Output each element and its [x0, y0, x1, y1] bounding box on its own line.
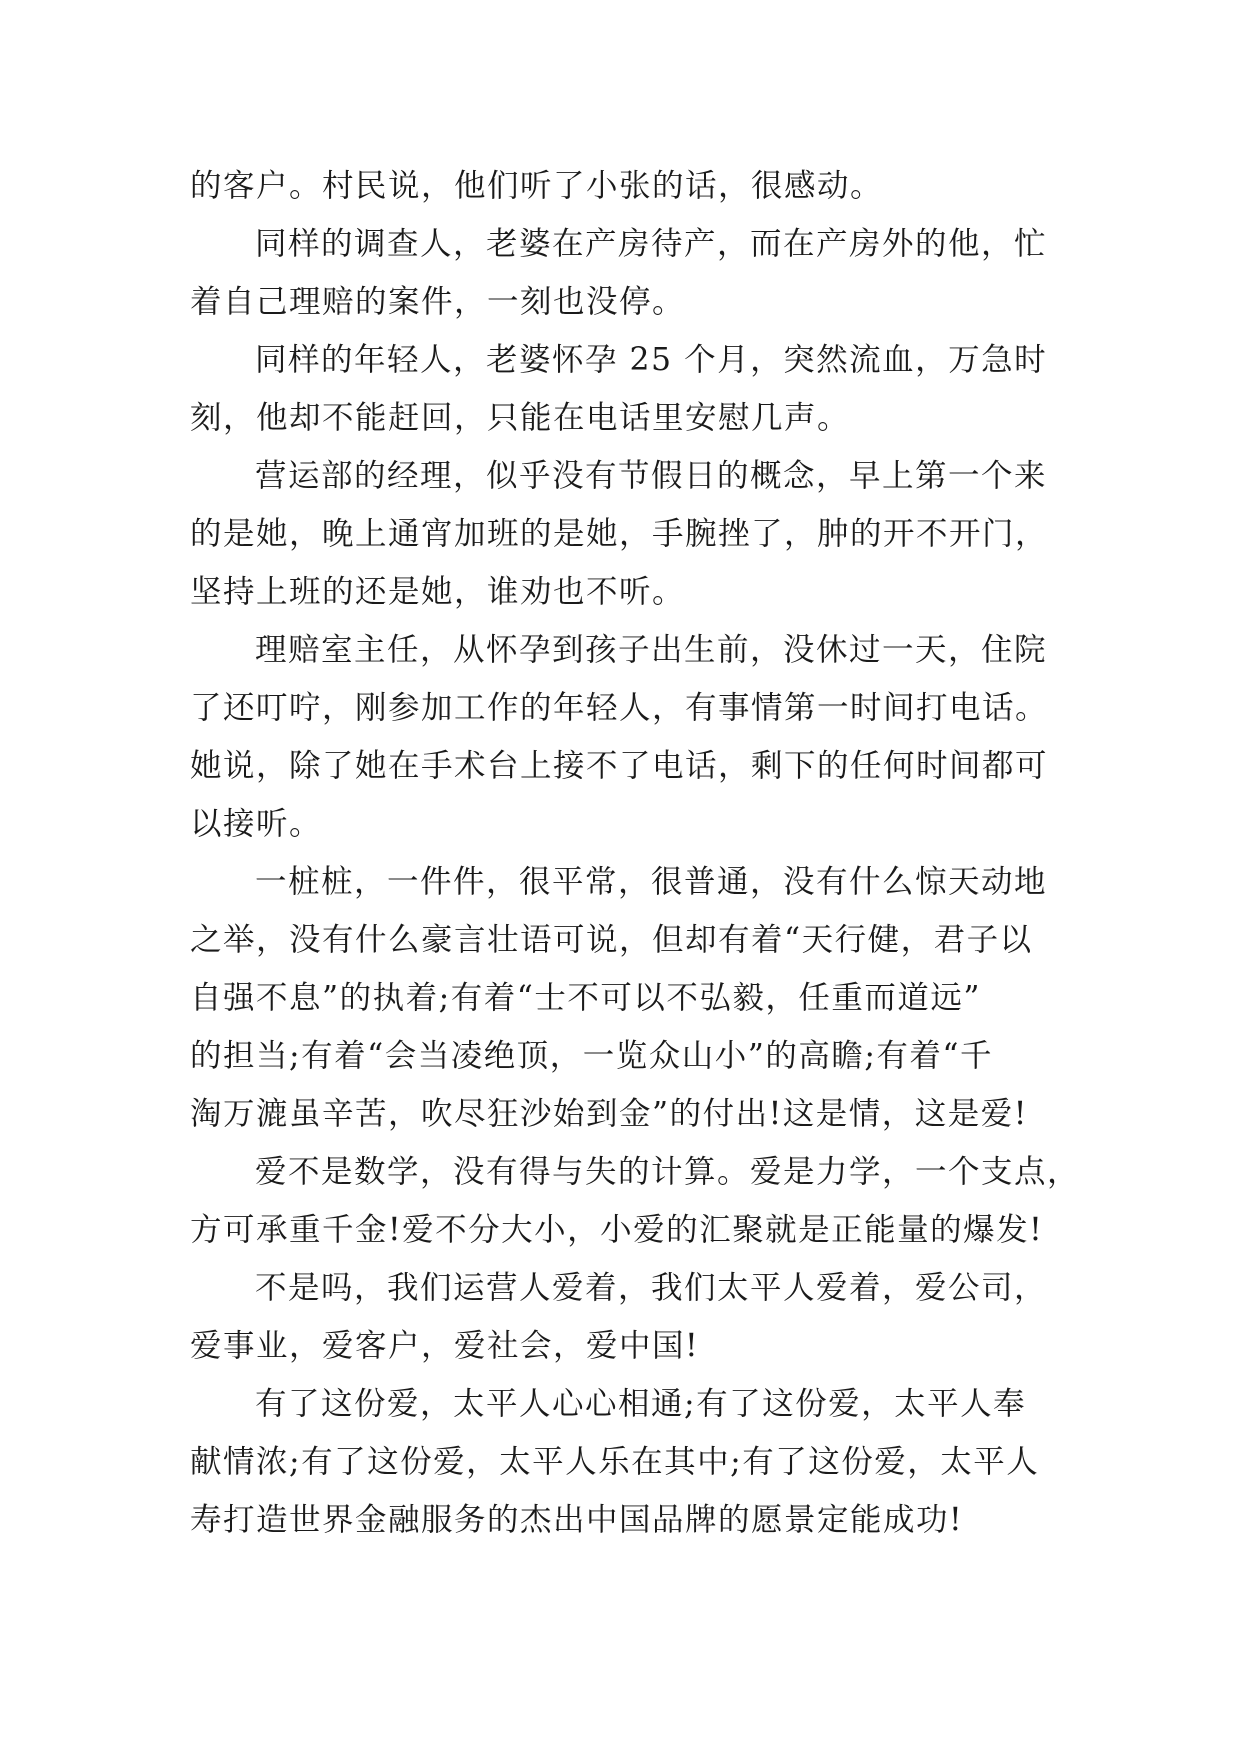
text-line: 着自己理赔的案件，一刻也没停。: [190, 284, 686, 320]
text-line: 的担当;有着“会当凌绝顶，一览众山小”的高瞻;有着“千: [190, 1038, 994, 1074]
text-line: 献情浓;有了这份爱，太平人乐在其中;有了这份爱，太平人: [190, 1444, 1040, 1480]
text-line: 有了这份爱，太平人心心相通;有了这份爱，太平人奉: [255, 1386, 1027, 1422]
text-line: 自强不息”的执着;有着“士不可以不弘毅，任重而道远”: [190, 980, 981, 1016]
text-line: 寿打造世界金融服务的杰出中国品牌的愿景定能成功!: [190, 1502, 964, 1538]
text-line: 爱事业，爱客户，爱社会，爱中国!: [190, 1328, 700, 1364]
text-line: 坚持上班的还是她，谁劝也不听。: [190, 574, 686, 610]
text-line: 同样的年轻人，老婆怀孕 25 个月，突然流血，万急时: [255, 342, 1048, 378]
text-line: 刻，他却不能赶回，只能在电话里安慰几声。: [190, 400, 851, 436]
text-line: 一桩桩，一件件，很平常，很普通，没有什么惊天动地: [255, 864, 1048, 900]
text-line: 的是她，晚上通宵加班的是她，手腕挫了，肿的开不开门，: [190, 516, 1049, 552]
text-line: 的客户。村民说，他们听了小张的话，很感动。: [190, 168, 884, 204]
document-body: [190, 157, 1080, 1549]
text-line: 了还叮咛，刚参加工作的年轻人，有事情第一时间打电话。: [190, 690, 1049, 726]
text-line: 同样的调查人，老婆在产房待产，而在产房外的他，忙: [255, 226, 1048, 262]
text-line: 之举，没有什么豪言壮语可说，但却有着“天行健，君子以: [190, 922, 1033, 958]
text-line: 营运部的经理，似乎没有节假日的概念，早上第一个来: [255, 458, 1048, 494]
text-line: 方可承重千金!爱不分大小，小爱的汇聚就是正能量的爆发!: [190, 1212, 1044, 1248]
text-line: 以接听。: [190, 806, 323, 842]
text-line: 不是吗，我们运营人爱着，我们太平人爱着，爱公司，: [255, 1270, 1048, 1306]
text-line: 她说，除了她在手术台上接不了电话，剩下的任何时间都可: [190, 748, 1049, 784]
text-line: 淘万漉虽辛苦，吹尽狂沙始到金”的付出!这是情，这是爱!: [190, 1096, 1028, 1132]
text-line: 爱不是数学，没有得与失的计算。爱是力学，一个支点，: [255, 1154, 1081, 1190]
text-line: 理赔室主任，从怀孕到孩子出生前，没休过一天，住院: [255, 632, 1048, 668]
